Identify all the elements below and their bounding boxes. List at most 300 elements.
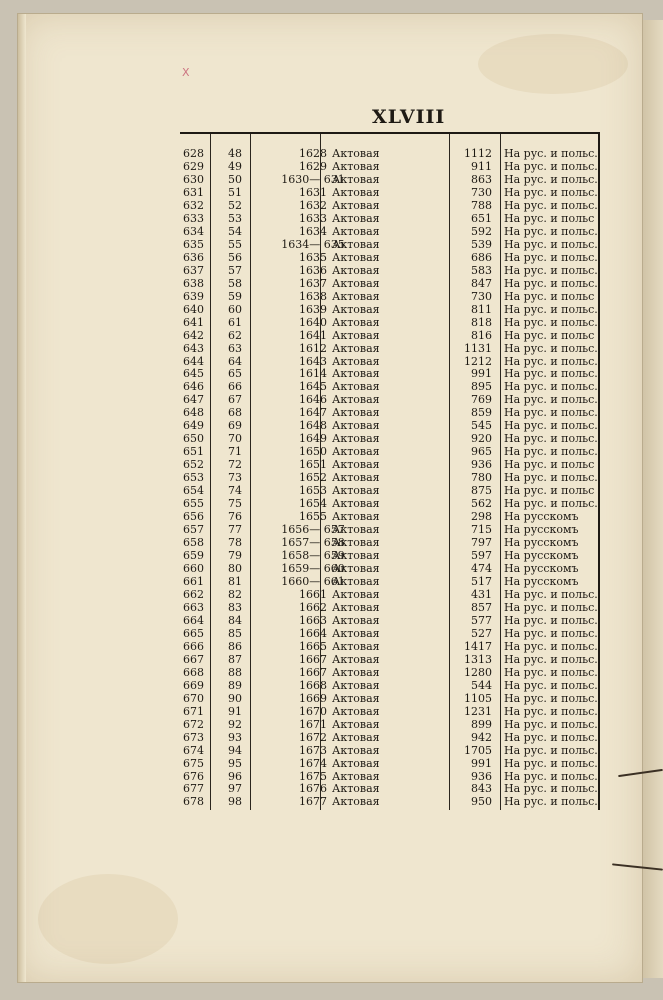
leaf-count-cell: 991 <box>471 367 492 381</box>
sequence-number-cell: 54 <box>228 224 242 238</box>
record-type-cell: Актовая <box>332 224 380 238</box>
entry-number-cell: 656 <box>183 510 204 524</box>
leaf-count-cell: 686 <box>471 250 492 264</box>
entry-number-cell: 628 <box>183 147 204 160</box>
leaf-count-cell: 730 <box>471 185 492 199</box>
sequence-number-cell: 80 <box>228 562 242 575</box>
language-cell: На рус. и польс. <box>504 341 598 355</box>
table-row <box>180 692 598 705</box>
table-row <box>180 445 598 458</box>
record-type-cell: Актовая <box>332 328 380 342</box>
language-cell: На рус. и польс. <box>504 730 598 744</box>
table-body <box>180 147 598 808</box>
leaf-count-cell: 811 <box>471 302 492 316</box>
year-cell: 1640 <box>299 315 327 329</box>
record-type-cell: Актовая <box>332 302 380 316</box>
leaf-count-cell: 936 <box>471 769 492 783</box>
entry-number-cell: 662 <box>183 587 204 601</box>
sequence-number-cell: 48 <box>228 147 242 160</box>
year-cell: 1673 <box>299 743 327 757</box>
entry-number-cell: 660 <box>183 562 204 575</box>
language-cell: На рус. и польс. <box>504 432 598 446</box>
table-row <box>180 666 598 679</box>
language-cell: На рус. и польс. <box>504 691 598 705</box>
sequence-number-cell: 50 <box>228 172 242 186</box>
leaf-count-cell: 1280 <box>464 665 492 679</box>
year-cell: 1654 <box>299 497 327 511</box>
table-row <box>180 238 598 251</box>
language-cell: На рус. и польс. <box>504 445 598 459</box>
sequence-number-cell: 56 <box>228 250 242 264</box>
sequence-number-cell: 53 <box>228 211 242 225</box>
table-row <box>180 484 598 497</box>
language-cell: На рус. и польс. <box>504 367 598 381</box>
year-cell: 1647 <box>299 406 327 420</box>
record-type-cell: Актовая <box>332 549 380 563</box>
year-cell: 1633 <box>299 211 327 225</box>
table-row <box>180 627 598 640</box>
table-row <box>180 277 598 290</box>
entry-number-cell: 661 <box>183 574 204 588</box>
sequence-number-cell: 61 <box>228 315 242 329</box>
sequence-number-cell: 73 <box>228 471 242 485</box>
sequence-number-cell: 74 <box>228 484 242 498</box>
entry-number-cell: 631 <box>183 185 204 199</box>
record-type-cell: Актовая <box>332 432 380 446</box>
year-cell: 1659— 660 <box>281 562 345 575</box>
table-row <box>180 523 598 536</box>
table-row <box>180 471 598 484</box>
paper-stain <box>38 874 178 964</box>
leaf-count-cell: 936 <box>471 458 492 472</box>
entry-number-cell: 658 <box>183 536 204 550</box>
year-cell: 1634— 635 <box>281 237 345 251</box>
language-cell: На рус. и польс. <box>504 250 598 264</box>
entry-number-cell: 633 <box>183 211 204 225</box>
entry-number-cell: 637 <box>183 263 204 277</box>
record-type-cell: Актовая <box>332 652 380 666</box>
table-row <box>180 380 598 393</box>
table-row <box>180 510 598 523</box>
record-type-cell: Актовая <box>332 574 380 588</box>
record-type-cell: Актовая <box>332 471 380 485</box>
record-type-cell: Актовая <box>332 147 380 160</box>
year-cell: 1631 <box>299 185 327 199</box>
table-row <box>180 432 598 445</box>
table-row <box>180 290 598 303</box>
language-cell: На русскомъ <box>504 549 579 563</box>
record-type-cell: Актовая <box>332 406 380 420</box>
year-cell: 1671 <box>299 717 327 731</box>
record-type-cell: Актовая <box>332 639 380 653</box>
record-type-cell: Актовая <box>332 380 380 394</box>
leaf-count-cell: 592 <box>471 224 492 238</box>
record-type-cell: Актовая <box>332 756 380 770</box>
record-type-cell: Актовая <box>332 159 380 173</box>
language-cell: На рус. и польс. <box>504 665 598 679</box>
sequence-number-cell: 65 <box>228 367 242 381</box>
entry-number-cell: 629 <box>183 159 204 173</box>
record-type-cell: Актовая <box>332 497 380 511</box>
entry-number-cell: 649 <box>183 419 204 433</box>
sequence-number-cell: 91 <box>228 704 242 718</box>
language-cell: На рус. и польс <box>504 289 595 303</box>
year-cell: 1670 <box>299 704 327 718</box>
year-cell: 1634 <box>299 224 327 238</box>
language-cell: На рус. и польс. <box>504 237 598 251</box>
year-cell: 1614 <box>299 367 327 381</box>
leaf-count-cell: 474 <box>471 562 492 575</box>
language-cell: На рус. и польс. <box>504 302 598 316</box>
language-cell: На рус. и польс. <box>504 717 598 731</box>
table-row <box>180 251 598 264</box>
sequence-number-cell: 72 <box>228 458 242 472</box>
leaf-count-cell: 1212 <box>464 354 492 368</box>
leaf-count-cell: 991 <box>471 756 492 770</box>
sequence-number-cell: 75 <box>228 497 242 511</box>
leaf-count-cell: 818 <box>471 315 492 329</box>
entry-number-cell: 657 <box>183 523 204 537</box>
leaf-count-cell: 1231 <box>464 704 492 718</box>
table-row <box>180 588 598 601</box>
language-cell: На русскомъ <box>504 510 579 524</box>
leaf-count-cell: 847 <box>471 276 492 290</box>
leaf-count-cell: 527 <box>471 626 492 640</box>
leaf-count-cell: 950 <box>471 795 492 809</box>
year-cell: 1632 <box>299 198 327 212</box>
leaf-count-cell: 920 <box>471 432 492 446</box>
record-type-cell: Актовая <box>332 276 380 290</box>
leaf-count-cell: 1417 <box>464 639 492 653</box>
sequence-number-cell: 67 <box>228 393 242 407</box>
record-type-cell: Актовая <box>332 341 380 355</box>
leaf-count-cell: 517 <box>471 574 492 588</box>
language-cell: На рус. и польс. <box>504 613 598 627</box>
table-row <box>180 705 598 718</box>
year-cell: 1646 <box>299 393 327 407</box>
table-row <box>180 355 598 368</box>
leaf-count-cell: 298 <box>471 510 492 524</box>
leaf-count-cell: 942 <box>471 730 492 744</box>
record-type-cell: Актовая <box>332 445 380 459</box>
year-cell: 1667 <box>299 665 327 679</box>
table-row <box>180 795 598 808</box>
sequence-number-cell: 52 <box>228 198 242 212</box>
record-type-cell: Актовая <box>332 678 380 692</box>
year-cell: 1674 <box>299 756 327 770</box>
year-cell: 1612 <box>299 341 327 355</box>
sequence-number-cell: 69 <box>228 419 242 433</box>
sequence-number-cell: 85 <box>228 626 242 640</box>
sequence-number-cell: 62 <box>228 328 242 342</box>
entry-number-cell: 648 <box>183 406 204 420</box>
record-type-cell: Актовая <box>332 562 380 575</box>
entry-number-cell: 673 <box>183 730 204 744</box>
table-row <box>180 731 598 744</box>
language-cell: На рус. и польс. <box>504 147 598 160</box>
year-cell: 1628 <box>299 147 327 160</box>
leaf-count-cell: 843 <box>471 782 492 796</box>
sequence-number-cell: 68 <box>228 406 242 420</box>
table-row <box>180 497 598 510</box>
year-cell: 1675 <box>299 769 327 783</box>
language-cell: На рус. и польс. <box>504 224 598 238</box>
language-cell: На рус. и польс. <box>504 419 598 433</box>
sequence-number-cell: 59 <box>228 289 242 303</box>
language-cell: На рус. и польс. <box>504 587 598 601</box>
entry-number-cell: 638 <box>183 276 204 290</box>
entry-number-cell: 672 <box>183 717 204 731</box>
entry-number-cell: 632 <box>183 198 204 212</box>
year-cell: 1663 <box>299 613 327 627</box>
entry-number-cell: 643 <box>183 341 204 355</box>
record-type-cell: Актовая <box>332 458 380 472</box>
record-type-cell: Актовая <box>332 237 380 251</box>
entry-number-cell: 668 <box>183 665 204 679</box>
record-type-cell: Актовая <box>332 510 380 524</box>
language-cell: На рус. и польс <box>504 328 595 342</box>
sequence-number-cell: 57 <box>228 263 242 277</box>
language-cell: На рус. и польс. <box>504 276 598 290</box>
language-cell: На рус. и польс. <box>504 315 598 329</box>
year-cell: 1641 <box>299 328 327 342</box>
leaf-count-cell: 780 <box>471 471 492 485</box>
language-cell: На рус. и польс. <box>504 159 598 173</box>
entry-number-cell: 635 <box>183 237 204 251</box>
record-type-cell: Актовая <box>332 691 380 705</box>
table-row <box>180 601 598 614</box>
table-row <box>180 212 598 225</box>
leaf-count-cell: 562 <box>471 497 492 511</box>
language-cell: На рус. и польс. <box>504 172 598 186</box>
sequence-number-cell: 89 <box>228 678 242 692</box>
pencil-mark: Х <box>182 66 190 79</box>
table-row <box>180 186 598 199</box>
leaf-count-cell: 788 <box>471 198 492 212</box>
year-cell: 1657— 658 <box>281 536 345 550</box>
entry-number-cell: 663 <box>183 600 204 614</box>
sequence-number-cell: 88 <box>228 665 242 679</box>
entry-number-cell: 669 <box>183 678 204 692</box>
year-cell: 1645 <box>299 380 327 394</box>
table-row <box>180 458 598 471</box>
year-cell: 1638 <box>299 289 327 303</box>
record-type-cell: Актовая <box>332 523 380 537</box>
entry-number-cell: 636 <box>183 250 204 264</box>
leaf-count-cell: 1105 <box>464 691 492 705</box>
table-row <box>180 406 598 419</box>
sequence-number-cell: 76 <box>228 510 242 524</box>
sequence-number-cell: 51 <box>228 185 242 199</box>
table-row <box>180 549 598 562</box>
year-cell: 1653 <box>299 484 327 498</box>
sequence-number-cell: 81 <box>228 574 242 588</box>
sequence-number-cell: 71 <box>228 445 242 459</box>
leaf-count-cell: 545 <box>471 419 492 433</box>
entry-number-cell: 642 <box>183 328 204 342</box>
record-type-cell: Актовая <box>332 795 380 809</box>
entry-number-cell: 652 <box>183 458 204 472</box>
entry-number-cell: 666 <box>183 639 204 653</box>
year-cell: 1650 <box>299 445 327 459</box>
year-cell: 1658— 659 <box>281 549 345 563</box>
sequence-number-cell: 78 <box>228 536 242 550</box>
year-cell: 1664 <box>299 626 327 640</box>
leaf-count-cell: 1112 <box>464 147 492 160</box>
record-type-cell: Актовая <box>332 743 380 757</box>
table-row <box>180 640 598 653</box>
sequence-number-cell: 83 <box>228 600 242 614</box>
record-type-cell: Актовая <box>332 536 380 550</box>
table-row <box>180 419 598 432</box>
sequence-number-cell: 77 <box>228 523 242 537</box>
language-cell: На рус. и польс. <box>504 185 598 199</box>
leaf-count-cell: 797 <box>471 536 492 550</box>
entry-number-cell: 630 <box>183 172 204 186</box>
sequence-number-cell: 90 <box>228 691 242 705</box>
language-cell: На рус. и польс. <box>504 354 598 368</box>
sequence-number-cell: 63 <box>228 341 242 355</box>
entry-number-cell: 664 <box>183 613 204 627</box>
record-type-cell: Актовая <box>332 419 380 433</box>
sequence-number-cell: 64 <box>228 354 242 368</box>
language-cell: На рус. и польс <box>504 458 595 472</box>
sequence-number-cell: 96 <box>228 769 242 783</box>
leaf-count-cell: 965 <box>471 445 492 459</box>
paper-stain <box>478 34 628 94</box>
record-type-cell: Актовая <box>332 250 380 264</box>
table-row <box>180 303 598 316</box>
sequence-number-cell: 87 <box>228 652 242 666</box>
table-row <box>180 536 598 549</box>
language-cell: На рус. и польс. <box>504 678 598 692</box>
year-cell: 1639 <box>299 302 327 316</box>
leaf-count-cell: 715 <box>471 523 492 537</box>
language-cell: На рус. и польс. <box>504 393 598 407</box>
entry-number-cell: 647 <box>183 393 204 407</box>
sequence-number-cell: 92 <box>228 717 242 731</box>
record-type-cell: Актовая <box>332 769 380 783</box>
language-cell: На русскомъ <box>504 574 579 588</box>
language-cell: На рус. и польс. <box>504 406 598 420</box>
year-cell: 1662 <box>299 600 327 614</box>
year-cell: 1661 <box>299 587 327 601</box>
sequence-number-cell: 66 <box>228 380 242 394</box>
year-cell: 1649 <box>299 432 327 446</box>
year-cell: 1677 <box>299 795 327 809</box>
sequence-number-cell: 93 <box>228 730 242 744</box>
entry-number-cell: 645 <box>183 367 204 381</box>
table-row <box>180 770 598 783</box>
sequence-number-cell: 49 <box>228 159 242 173</box>
table-row <box>180 316 598 329</box>
sequence-number-cell: 97 <box>228 782 242 796</box>
language-cell: На рус. и польс. <box>504 756 598 770</box>
record-type-cell: Актовая <box>332 782 380 796</box>
year-cell: 1637 <box>299 276 327 290</box>
year-cell: 1630— 631 <box>281 172 345 186</box>
leaf-count-cell: 911 <box>471 159 492 173</box>
language-cell: На русскомъ <box>504 536 579 550</box>
entry-number-cell: 650 <box>183 432 204 446</box>
table-row <box>180 393 598 406</box>
language-cell: На рус. и польс. <box>504 769 598 783</box>
language-cell: На рус. и польс. <box>504 263 598 277</box>
leaf-count-cell: 1313 <box>464 652 492 666</box>
language-cell: На рус. и польс. <box>504 198 598 212</box>
record-type-cell: Актовая <box>332 613 380 627</box>
leaf-count-cell: 1131 <box>464 341 492 355</box>
language-cell: На рус. и польс. <box>504 795 598 809</box>
sequence-number-cell: 95 <box>228 756 242 770</box>
sequence-number-cell: 58 <box>228 276 242 290</box>
entry-number-cell: 677 <box>183 782 204 796</box>
sequence-number-cell: 82 <box>228 587 242 601</box>
language-cell: На рус. и польс <box>504 484 595 498</box>
record-type-cell: Актовая <box>332 263 380 277</box>
entry-number-cell: 653 <box>183 471 204 485</box>
leaf-count-cell: 431 <box>471 587 492 601</box>
leaf-count-cell: 583 <box>471 263 492 277</box>
entry-number-cell: 674 <box>183 743 204 757</box>
language-cell: На рус. и польс. <box>504 743 598 757</box>
entry-number-cell: 676 <box>183 769 204 783</box>
table-row <box>180 342 598 355</box>
leaf-count-cell: 769 <box>471 393 492 407</box>
language-cell: На рус. и польс. <box>504 626 598 640</box>
leaf-count-cell: 577 <box>471 613 492 627</box>
year-cell: 1651 <box>299 458 327 472</box>
year-cell: 1672 <box>299 730 327 744</box>
year-cell: 1676 <box>299 782 327 796</box>
table-row <box>180 679 598 692</box>
sequence-number-cell: 55 <box>228 237 242 251</box>
table-row <box>180 160 598 173</box>
record-type-cell: Актовая <box>332 198 380 212</box>
record-type-cell: Актовая <box>332 600 380 614</box>
leaf-count-cell: 857 <box>471 600 492 614</box>
archive-table <box>180 132 600 810</box>
leaf-count-cell: 730 <box>471 289 492 303</box>
language-cell: На рус. и польс. <box>504 471 598 485</box>
year-cell: 1643 <box>299 354 327 368</box>
record-type-cell: Актовая <box>332 587 380 601</box>
leaf-count-cell: 651 <box>471 211 492 225</box>
sequence-number-cell: 60 <box>228 302 242 316</box>
record-type-cell: Актовая <box>332 172 380 186</box>
year-cell: 1660— 661 <box>281 574 345 588</box>
table-row <box>180 329 598 342</box>
sequence-number-cell: 70 <box>228 432 242 446</box>
language-cell: На рус. и польс. <box>504 652 598 666</box>
year-cell: 1655 <box>299 510 327 524</box>
table-row <box>180 782 598 795</box>
table-row <box>180 744 598 757</box>
entry-number-cell: 670 <box>183 691 204 705</box>
leaf-count-cell: 863 <box>471 172 492 186</box>
language-cell: На рус. и польс <box>504 211 595 225</box>
language-cell: На рус. и польс. <box>504 782 598 796</box>
record-type-cell: Актовая <box>332 484 380 498</box>
record-type-cell: Актовая <box>332 289 380 303</box>
year-cell: 1648 <box>299 419 327 433</box>
language-cell: На рус. и польс. <box>504 380 598 394</box>
record-type-cell: Актовая <box>332 211 380 225</box>
entry-number-cell: 639 <box>183 289 204 303</box>
entry-number-cell: 651 <box>183 445 204 459</box>
entry-number-cell: 671 <box>183 704 204 718</box>
record-type-cell: Актовая <box>332 393 380 407</box>
